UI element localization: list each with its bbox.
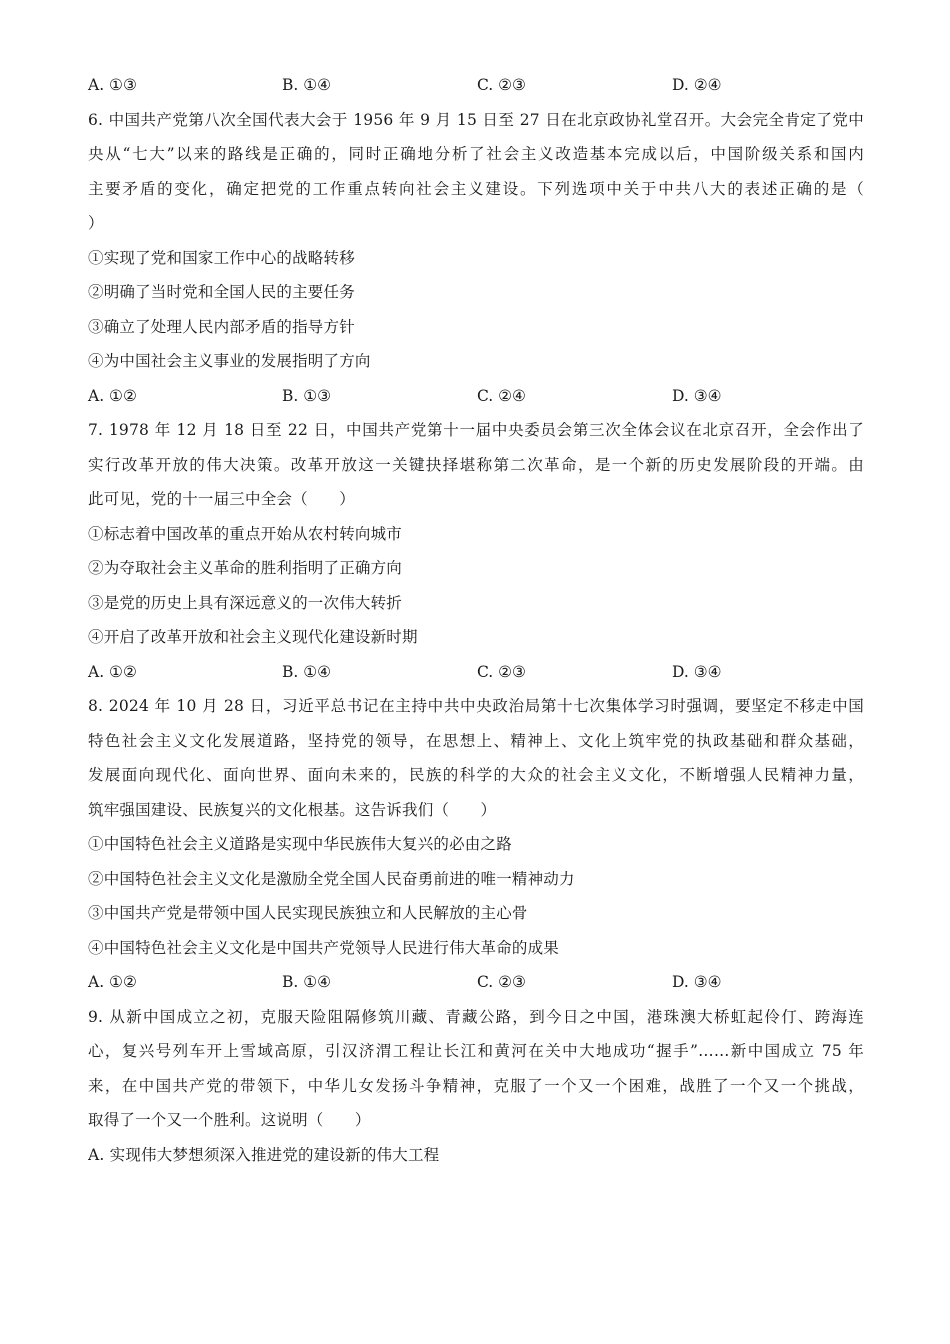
- q6-item: ④为中国社会主义事业的发展指明了方向: [88, 352, 371, 370]
- q5-option-d[interactable]: D. ②④: [672, 76, 722, 94]
- q9-stem-line: 取得了一个又一个胜利。这说明（ ）: [88, 1111, 371, 1129]
- q7-item: ①标志着中国改革的重点开始从农村转向城市: [88, 524, 403, 543]
- q8-stem-line: 8. 2024 年 10 月 28 日，习近平总书记在主持中共中央政治局第十七次集体学习时强调，要坚定不移走中国: [88, 697, 864, 715]
- q6-stem-line: 央从“七大”以来的路线是正确的，同时正确地分析了社会主义改造基本完成以后，中国阶级关系和国内: [88, 145, 864, 163]
- q6-item: ①实现了党和国家工作中心的战略转移: [88, 248, 355, 267]
- question-7: [88, 413, 864, 689]
- q8-option-b[interactable]: B. ①④: [282, 973, 332, 991]
- q6-stem-line: ）: [88, 214, 104, 232]
- q6-option-b[interactable]: B. ①③: [282, 386, 332, 405]
- q8-option-a[interactable]: A. ①②: [88, 973, 137, 991]
- q8-item: ④中国特色社会主义文化是中国共产党领导人民进行伟大革命的成果: [88, 938, 560, 957]
- q9-stem-line: 9. 从新中国成立之初，克服天险阻隔修筑川藏、青藏公路，到今日之中国，港珠澳大桥虹起伶仃、跨海连: [88, 1007, 864, 1026]
- q6-option-c[interactable]: C. ②④: [477, 386, 526, 405]
- q7-item: ③是党的历史上具有深远意义的一次伟大转折: [88, 593, 403, 612]
- exam-page: [88, 68, 864, 1172]
- q8-option-d[interactable]: D. ③④: [672, 973, 722, 991]
- q8-options: [88, 965, 864, 1000]
- q5-option-c[interactable]: C. ②③: [477, 76, 526, 94]
- q7-stem-line: 7. 1978 年 12 月 18 日至 22 日，中国共产党第十一届中央委员会第三次全体会议在北京召开，全会作出了: [88, 421, 864, 439]
- q8-option-c[interactable]: C. ②③: [477, 973, 526, 991]
- question-6: [88, 103, 864, 414]
- q6-option-d[interactable]: D. ③④: [672, 386, 722, 405]
- q6-option-a[interactable]: A. ①②: [88, 386, 137, 405]
- q9-stem-line: 来，在中国共产党的带领下，中华儿女发扬斗争精神，克服了一个又一个困难，战胜了一个又一个挑战，: [88, 1076, 864, 1095]
- q5-options: [88, 68, 864, 103]
- question-9: [88, 1000, 864, 1173]
- q6-item: ②明确了当时党和全国人民的主要任务: [88, 283, 355, 301]
- q7-options: [88, 655, 864, 690]
- q8-stem-line: 发展面向现代化、面向世界、面向未来的，民族的科学的大众的社会主义文化，不断增强人民精神力量，: [88, 766, 864, 784]
- q7-option-c[interactable]: C. ②③: [477, 662, 526, 681]
- q9-option-a[interactable]: A. 实现伟大梦想须深入推进党的建设新的伟大工程: [88, 1145, 440, 1164]
- q7-stem-line: 此可见，党的十一届三中全会（ ）: [88, 490, 355, 508]
- q8-item: ②中国特色社会主义文化是激励全党全国人民奋勇前进的唯一精神动力: [88, 869, 575, 888]
- q8-item: ①中国特色社会主义道路是实现中华民族伟大复兴的必由之路: [88, 835, 512, 853]
- q6-item: ③确立了处理人民内部矛盾的指导方针: [88, 317, 355, 336]
- question-8: [88, 689, 864, 1000]
- q6-stem-line: 6. 中国共产党第八次全国代表大会于 1956 年 9 月 15 日至 27 日在北京政协礼堂召开。大会完全肯定了党中: [88, 110, 864, 129]
- q9-stem-line: 心，复兴号列车开上雪域高原，引汉济渭工程让长江和黄河在关中大地成功“握手”……新中国成立 75 年: [88, 1042, 864, 1060]
- q6-options: [88, 379, 864, 414]
- q8-stem-line: 特色社会主义文化发展道路，坚持党的领导，在思想上、精神上、文化上筑牢党的执政基础和群众基础，: [88, 731, 864, 750]
- q7-stem-line: 实行改革开放的伟大决策。改革开放这一关键抉择堪称第二次革命，是一个新的历史发展阶段的开端。由: [88, 455, 864, 474]
- q7-option-b[interactable]: B. ①④: [282, 662, 332, 681]
- q7-item: ④开启了改革开放和社会主义现代化建设新时期: [88, 628, 418, 646]
- q5-option-a[interactable]: A. ①③: [88, 76, 137, 94]
- q5-option-b[interactable]: B. ①④: [282, 76, 332, 94]
- q7-item: ②为夺取社会主义革命的胜利指明了正确方向: [88, 559, 403, 577]
- q6-stem-line: 主要矛盾的变化，确定把党的工作重点转向社会主义建设。下列选项中关于中共八大的表述正确的是（: [88, 179, 864, 198]
- q7-option-a[interactable]: A. ①②: [88, 662, 137, 681]
- q7-option-d[interactable]: D. ③④: [672, 662, 722, 681]
- q8-item: ③中国共产党是带领中国人民实现民族独立和人民解放的主心骨: [88, 904, 528, 922]
- q8-stem-line: 筑牢强国建设、民族复兴的文化根基。这告诉我们（ ）: [88, 800, 497, 819]
